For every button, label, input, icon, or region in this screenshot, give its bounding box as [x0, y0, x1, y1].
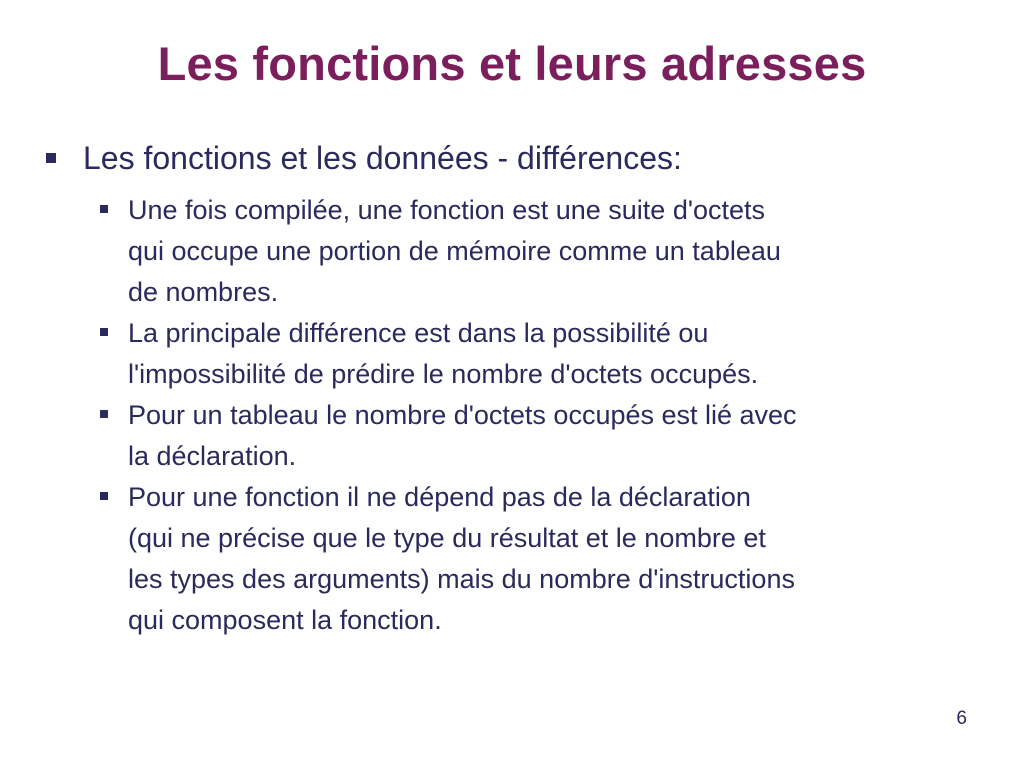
page-number: 6	[956, 708, 967, 729]
sub-bullet-text	[128, 477, 795, 641]
sub-bullet-line: Pour une fonction il ne dépend pas de la déclaration	[128, 482, 751, 512]
square-bullet-icon	[100, 410, 108, 418]
square-bullet-icon	[46, 153, 56, 163]
sub-bullet-line: La principale différence est dans la possibilité ou	[128, 318, 709, 348]
sub-bullet-line: (qui ne précise que le type du résultat et le nombre et	[128, 523, 766, 553]
bullet-level1-text: Les fonctions et les données - différences:	[83, 140, 682, 176]
sub-bullet-line: Pour un tableau le nombre d'octets occupés est lié avec	[128, 400, 797, 430]
sub-bullet-line: l'impossibilité de prédire le nombre d'octets occupés.	[128, 359, 759, 389]
sub-bullet-item	[100, 190, 996, 313]
sub-bullet-line: qui composent la fonction.	[128, 605, 442, 635]
sub-bullet-item	[100, 313, 996, 395]
square-bullet-icon	[100, 328, 108, 336]
bullet-list	[46, 136, 996, 641]
square-bullet-icon	[100, 492, 108, 500]
sub-bullet-text	[128, 395, 797, 477]
sub-bullet-item	[100, 477, 996, 641]
bullet-level1-item	[46, 136, 996, 180]
sub-bullet-list	[100, 190, 996, 641]
sub-bullet-text	[128, 190, 781, 313]
sub-bullet-text	[128, 313, 758, 395]
sub-bullet-line: qui occupe une portion de mémoire comme un tableau	[128, 236, 781, 266]
sub-bullet-line: de nombres.	[128, 277, 279, 307]
sub-bullet-item	[100, 395, 996, 477]
sub-bullet-line: les types des arguments) mais du nombre d'instructions	[128, 564, 795, 594]
sub-bullet-line: la déclaration.	[128, 441, 297, 471]
slide-title: Les fonctions et leurs adresses	[157, 37, 867, 90]
sub-bullet-line: Une fois compilée, une fonction est une suite d'octets	[128, 195, 766, 225]
square-bullet-icon	[100, 205, 108, 213]
